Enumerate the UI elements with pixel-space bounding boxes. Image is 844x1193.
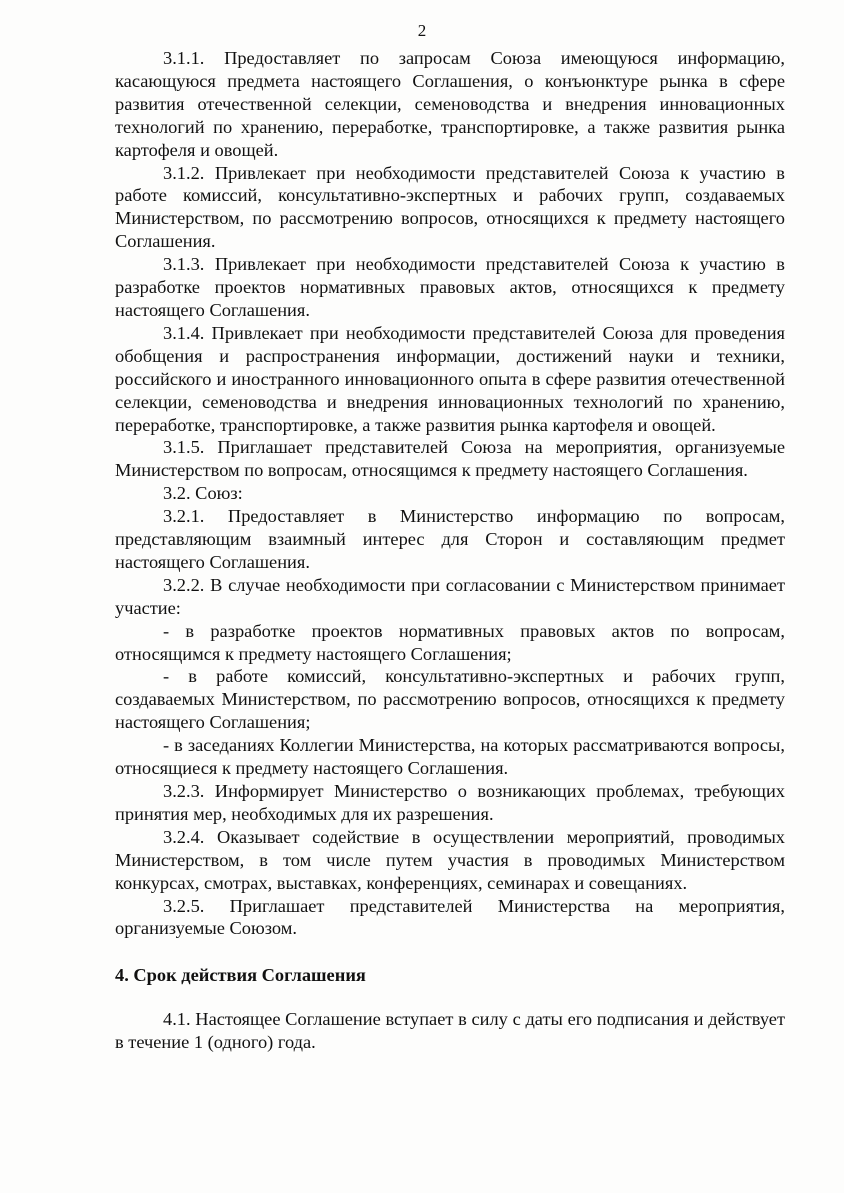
list-item-commissions: - в работе комиссий, консультативно-экспертных и рабочих групп, создаваемых Министерством, по рассмотрению вопросов, относящихся к предмету настоящего Соглашения; xyxy=(115,666,785,733)
paragraph-3-2-3: 3.2.3. Информирует Министерство о возникающих проблемах, требующих принятия мер, необходимых для их разрешения. xyxy=(115,781,785,824)
page-number: 2 xyxy=(417,21,427,40)
section-heading: 4. Срок действия Соглашения xyxy=(115,965,366,986)
paragraph-3-1-1: 3.1.1. Предоставляет по запросам Союза имеющуюся информацию, касающуюся предмета настоящего Соглашения, о конъюнктуре рынка в сфере развития отечественной селекции, семеноводства и внедрения инновационных технологий по хранению, переработке, транспортировке, а также развития рынка картофеля и овощей. xyxy=(115,48,785,160)
paragraph-3-2-4: 3.2.4. Оказывает содействие в осуществлении мероприятий, проводимых Министерством, в том числе путем участия в проводимых Министерством конкурсах, смотрах, выставках, конференциях, семинарах и совещаниях. xyxy=(115,826,785,893)
paragraph-3-1-2: 3.1.2. Привлекает при необходимости представителей Союза к участию в работе комиссий, консультативно-экспертных и рабочих групп, создаваемых Министерством, по рассмотрению вопросов, относящихся к предмету настоящего Соглашения. xyxy=(115,162,785,252)
paragraph-4-1: 4.1. Настоящее Соглашение вступает в силу с даты его подписания и действует в течение 1 (одного) года. xyxy=(115,1009,785,1053)
paragraph-3-2-2: 3.2.2. В случае необходимости при согласовании с Министерством принимает участие: xyxy=(115,574,785,618)
paragraph-3-1-4: 3.1.4. Привлекает при необходимости представителей Союза для проведения обобщения и распространения информации, достижений науки и техники, российского и иностранного инновационного опыта в сфере развития отечественной селекции, семеноводства и внедрения инновационных технологий по хранению, переработке, транспортировке, а также развития рынка картофеля и овощей. xyxy=(115,322,785,435)
document-body xyxy=(115,47,785,1054)
paragraph-3-2-5: 3.2.5. Приглашает представителей Министерства на мероприятия, организуемые Союзом. xyxy=(115,895,785,939)
list-item-drafting: - в разработке проектов нормативных правовых актов по вопросам, относящимся к предмету настоящего Соглашения; xyxy=(115,620,785,664)
paragraph-3-2-1: 3.2.1. Предоставляет в Министерство информацию по вопросам, представляющим взаимный интерес для Сторон и составляющим предмет настоящего Соглашения. xyxy=(115,506,785,572)
paragraph-3-2: 3.2. Союз: xyxy=(163,483,243,504)
list-item-board-meetings: - в заседаниях Коллегии Министерства, на которых рассматриваются вопросы, относящиеся к предмету настоящего Соглашения. xyxy=(115,735,785,779)
paragraph-3-1-3: 3.1.3. Привлекает при необходимости представителей Союза к участию в разработке проектов нормативных правовых актов, относящихся к предмету настоящего Соглашения. xyxy=(115,254,785,320)
paragraph-3-1-5: 3.1.5. Приглашает представителей Союза на мероприятия, организуемые Министерством по вопросам, относящимся к предмету настоящего Соглашения. xyxy=(115,437,785,481)
